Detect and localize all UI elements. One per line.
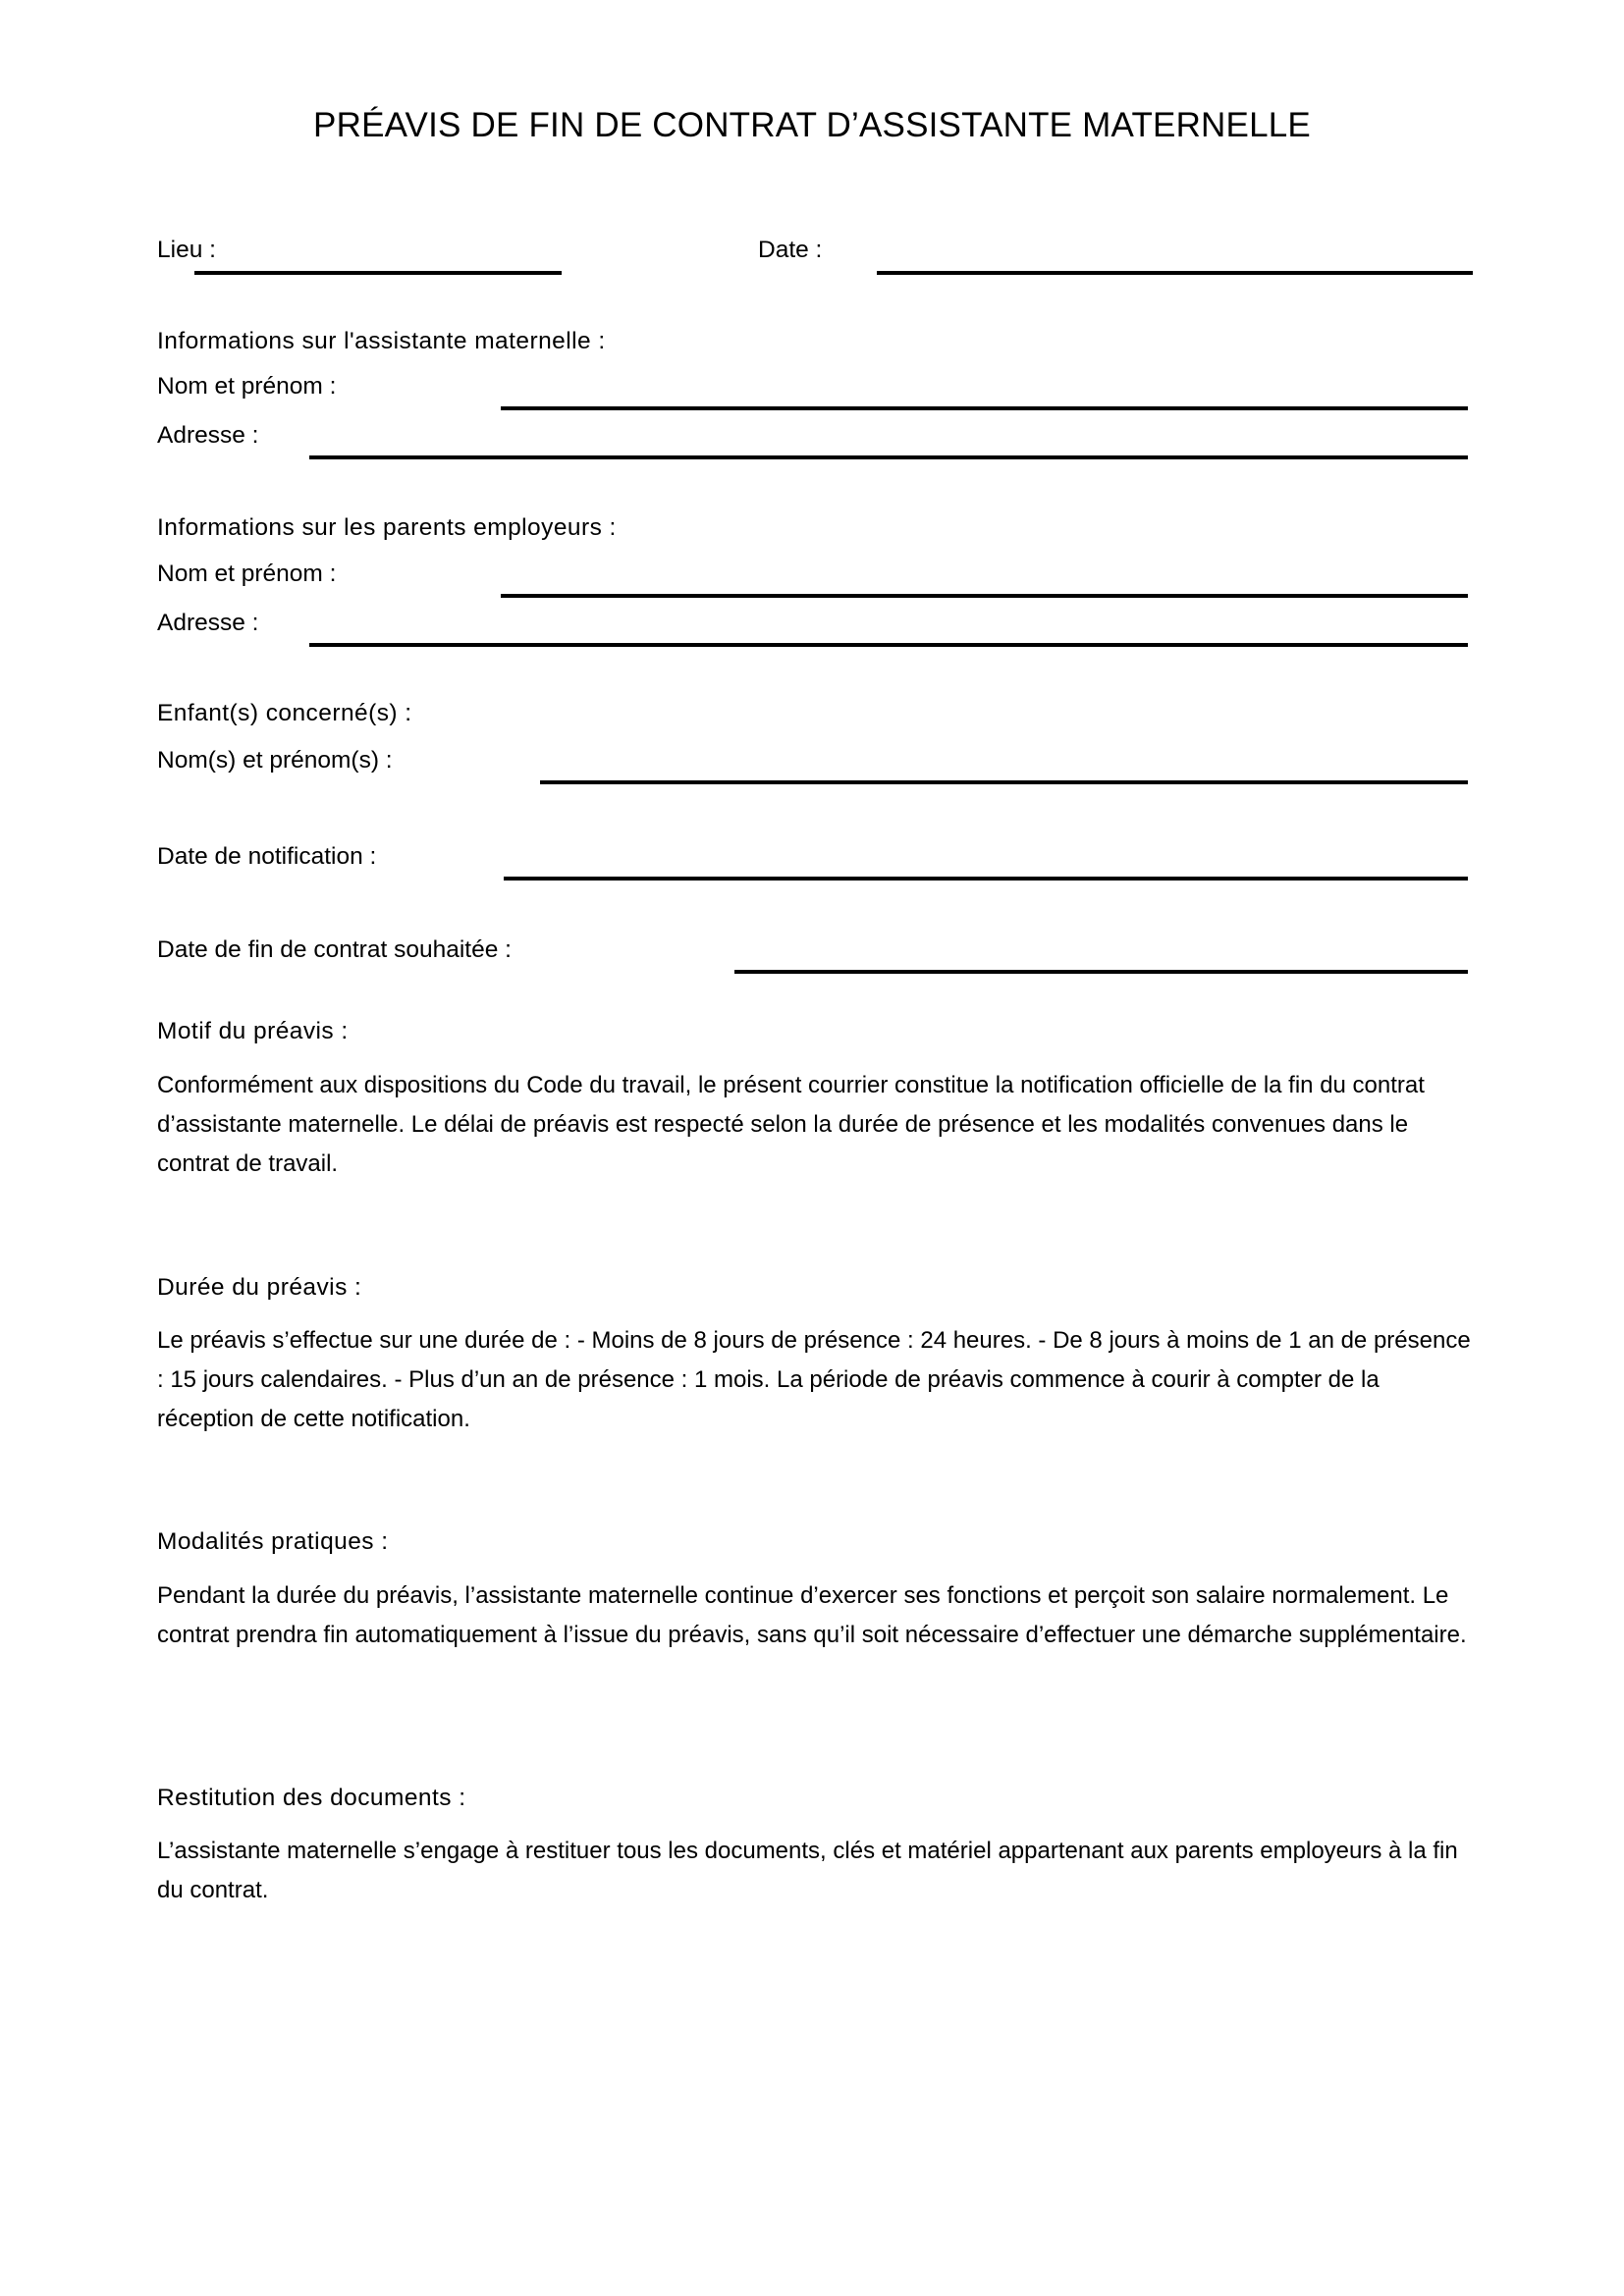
lieu-input-rule[interactable] (194, 271, 562, 275)
assistante-nom-label: Nom et prénom : (157, 373, 337, 400)
motif-heading: Motif du préavis : (157, 1018, 349, 1044)
employeurs-section-heading: Informations sur les parents employeurs : (157, 514, 617, 541)
enfants-section-heading: Enfant(s) concerné(s) : (157, 700, 412, 726)
enfants-noms-label: Nom(s) et prénom(s) : (157, 747, 393, 774)
employeurs-nom-input-rule[interactable] (501, 594, 1468, 598)
lieu-label: Lieu : (157, 237, 216, 263)
duree-body: Le préavis s’effectue sur une durée de : - Moins de 8 jours de présence : 24 heures. - De 8 jours à moins de 1 an de présence : 15 jours calendaires. - Plus d’un an de présence : 1 mois. La période de préavis commence à courir à compter de la réception de cette notification. (157, 1327, 1471, 1432)
page-title: PRÉAVIS DE FIN DE CONTRAT D’ASSISTANTE MATERNELLE (313, 106, 1311, 144)
date-notification-input-rule[interactable] (504, 877, 1468, 881)
date-label: Date : (758, 237, 823, 263)
employeurs-adresse-input-rule[interactable] (309, 643, 1468, 647)
motif-body: Conformément aux dispositions du Code du travail, le présent courrier constitue la notification officielle de la fin du contrat d’assistante maternelle. Le délai de préavis est respecté selon la durée de présence et les modalités convenues dans le contrat de travail. (157, 1072, 1425, 1177)
employeurs-nom-label: Nom et prénom : (157, 561, 337, 587)
duree-heading: Durée du préavis : (157, 1274, 362, 1301)
assistante-adresse-input-rule[interactable] (309, 455, 1468, 459)
modalites-body: Pendant la durée du préavis, l’assistante maternelle continue d’exercer ses fonctions et perçoit son salaire normalement. Le contrat prendra fin automatiquement à l’issue du préavis, sans qu’il soit nécessaire d’effectuer une démarche supplémentaire. (157, 1582, 1467, 1648)
restitution-heading: Restitution des documents : (157, 1785, 466, 1811)
restitution-body: L’assistante maternelle s’engage à restituer tous les documents, clés et matériel appartenant aux parents employeurs à la fin du contrat. (157, 1838, 1458, 1903)
assistante-nom-input-rule[interactable] (501, 406, 1468, 410)
assistante-adresse-label: Adresse : (157, 422, 259, 449)
date-notification-label: Date de notification : (157, 843, 377, 870)
modalites-heading: Modalités pratiques : (157, 1528, 389, 1555)
employeurs-adresse-label: Adresse : (157, 610, 259, 636)
date-input-rule[interactable] (877, 271, 1473, 275)
assistante-section-heading: Informations sur l'assistante maternelle : (157, 328, 606, 354)
date-fin-contrat-label: Date de fin de contrat souhaitée : (157, 936, 512, 963)
enfants-noms-input-rule[interactable] (540, 780, 1468, 784)
date-fin-contrat-input-rule[interactable] (734, 970, 1468, 974)
